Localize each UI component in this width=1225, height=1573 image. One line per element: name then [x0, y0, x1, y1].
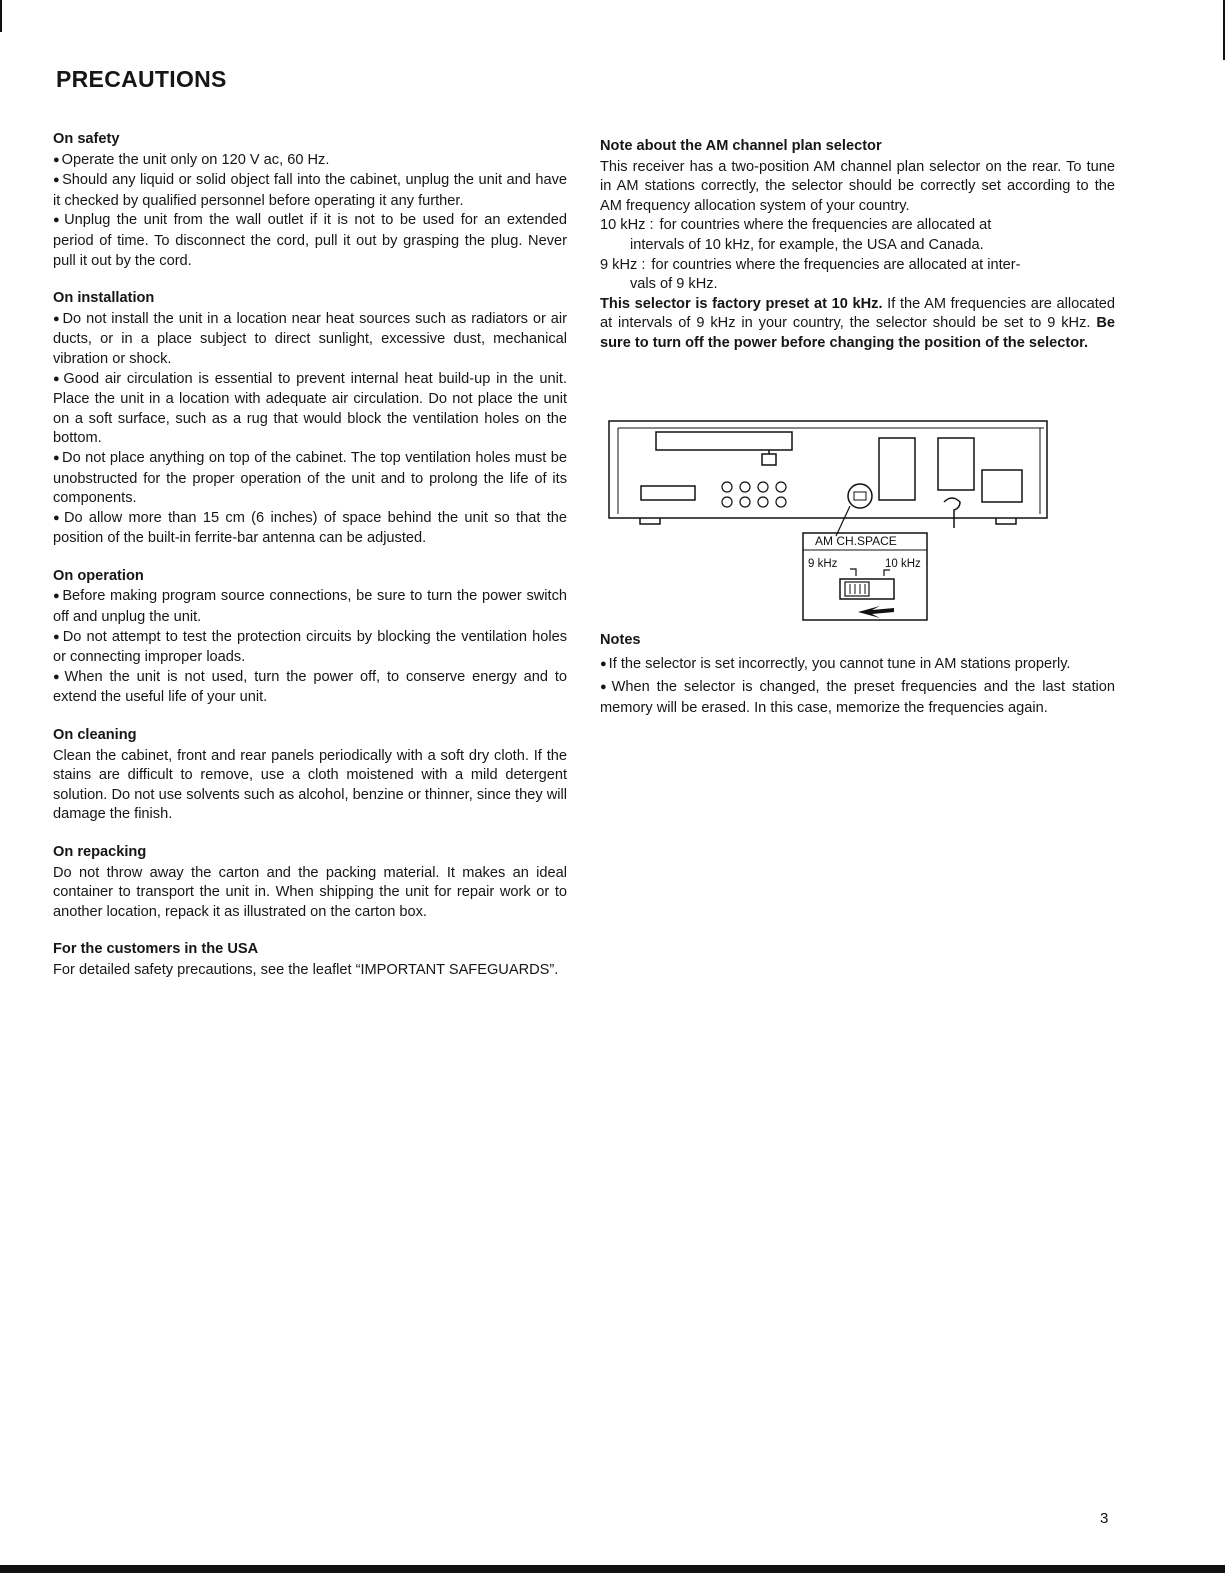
option-9khz-continuation: vals of 9 kHz.: [630, 276, 718, 293]
section-heading-operation: On operation: [53, 567, 144, 584]
bullet-item: ● Do allow more than 15 cm (6 inches) of space behind the unit so that the position of the built-in ferrite-bar antenna can be adjusted.: [53, 509, 567, 549]
ferrite-bar-antenna: [656, 432, 792, 450]
section-text-cleaning: Clean the cabinet, front and rear panels periodically with a soft dry cloth. If the stains are difficult to remove, use a cloth moistened with a mild detergent solution. Do not use solvents such as alcohol, benzine or thinner, since they will damage the finish.: [53, 747, 567, 823]
section-text-usa: For detailed safety precautions, see the leaflet “IMPORTANT SAFEGUARDS”.: [53, 961, 559, 978]
section-heading-cleaning: On cleaning: [53, 727, 137, 744]
bullet-item: ● Do not place anything on top of the cabinet. The top ventilation holes must be unobstructed for the proper operation of the unit and to prolong the life of its components.: [53, 449, 567, 509]
section-installation: [53, 289, 567, 549]
option-10khz-term: 10 kHz :: [600, 217, 654, 234]
section-heading-installation: On installation: [53, 290, 155, 307]
terminal-block: [641, 486, 695, 500]
section-safety: [53, 130, 567, 271]
page-title: PRECAUTIONS: [56, 66, 227, 92]
foot: [996, 518, 1016, 524]
panel-block: [938, 438, 974, 490]
switch-right-position: 10 kHz: [885, 558, 921, 570]
option-10khz: [600, 216, 1115, 236]
notes-section: [600, 631, 1115, 721]
scan-edge-bottom: [0, 1565, 1225, 1573]
page-number: 3: [1100, 1510, 1109, 1527]
left-column: [53, 130, 567, 999]
factory-preset-text: If the AM frequencies are allocated at intervals of 9 kHz in your country, the selector should be set to 9 kHz.: [600, 295, 1115, 332]
notes-heading: Notes: [600, 632, 641, 648]
section-heading-am-selector: Note about the AM channel plan selector: [600, 138, 882, 154]
am-selector-intro: This receiver has a two-position AM channel plan selector on the rear. To tune in AM stations correctly, the selector should be correctly set according to the AM frequency allocation system of your country.: [600, 158, 1115, 214]
bullet-item: ● Do not attempt to test the protection circuits by blocking the ventilation holes or connecting improper loads.: [53, 628, 567, 668]
bullet-item: ● Do not install the unit in a location near heat sources such as radiators or air ducts, or in a place subject to direct sunlight, excessive dust, mechanical vibration or shock.: [53, 310, 567, 370]
bullet-item: ● Good air circulation is essential to prevent internal heat build-up in the unit. Place the unit in a location with adequate air circulation. Do not place the unit on a soft surface, such as a rug that would block the ventilation holes on the bottom.: [53, 370, 567, 449]
panel-block: [879, 438, 915, 500]
bullet-item: ● Should any liquid or solid object fall into the cabinet, unplug the unit and have it checked by qualified personnel before operating it any further.: [53, 171, 567, 211]
section-usa: [53, 940, 567, 980]
section-heading-usa: For the customers in the USA: [53, 941, 259, 958]
bullet-item: ● Unplug the unit from the wall outlet if it is not to be used for an extended period of time. To disconnect the cord, pull it out by grasping the plug. Never pull it out by the cord.: [53, 211, 567, 271]
power-cord-icon: [944, 498, 960, 528]
section-operation: [53, 567, 567, 708]
option-9khz: [600, 256, 1115, 276]
bullet-item: ● If the selector is set incorrectly, you cannot tune in AM stations properly.: [600, 655, 1115, 676]
factory-preset-notice: [600, 295, 1115, 354]
switch-left-position: 9 kHz: [808, 558, 838, 570]
bullet-item: ● Before making program source connections, be sure to turn the power switch off and unplug the unit.: [53, 587, 567, 627]
rca-jacks: [722, 482, 786, 507]
option-10khz-continuation: intervals of 10 kHz, for example, the USA and Canada.: [630, 236, 984, 253]
section-cleaning: [53, 726, 567, 825]
option-10khz-text: for countries where the frequencies are allocated at: [659, 217, 992, 234]
slide-arrow-icon: [858, 606, 894, 618]
section-repacking: [53, 843, 567, 922]
right-column: [600, 137, 1115, 372]
section-heading-repacking: On repacking: [53, 844, 147, 860]
bullet-item: ● When the unit is not used, turn the power off, to conserve energy and to extend the useful life of your unit.: [53, 668, 567, 708]
section-heading-safety: On safety: [53, 131, 120, 147]
socket-block: [982, 470, 1022, 502]
foot: [640, 518, 660, 524]
section-text-repacking: Do not throw away the carton and the packing material. It makes an ideal container to transport the unit in. When shipping the unit for repair work or to another location, repack it as illustrated on the carton box.: [53, 864, 567, 920]
option-9khz-term: 9 kHz :: [600, 256, 646, 273]
bullet-item: ● When the selector is changed, the preset frequencies and the last station memory will be erased. In this case, memorize the frequencies again.: [600, 678, 1115, 718]
power-off-warning: Be sure to turn off the power before changing the position of the selector.: [600, 315, 1115, 351]
rear-panel-diagram: [604, 418, 1054, 628]
section-am-selector: [600, 137, 1115, 354]
am-selector-switch-icon: [848, 484, 872, 508]
option-9khz-text: for countries where the frequencies are allocated at inter-: [651, 256, 1021, 273]
antenna-mount: [762, 454, 776, 465]
bullet-item: ● Operate the unit only on 120 V ac, 60 Hz.: [53, 151, 567, 172]
scan-edge-left: [0, 0, 2, 32]
switch-label: AM CH.SPACE: [815, 534, 897, 548]
factory-preset-bold: This selector is factory preset at 10 kHz.: [600, 295, 883, 312]
